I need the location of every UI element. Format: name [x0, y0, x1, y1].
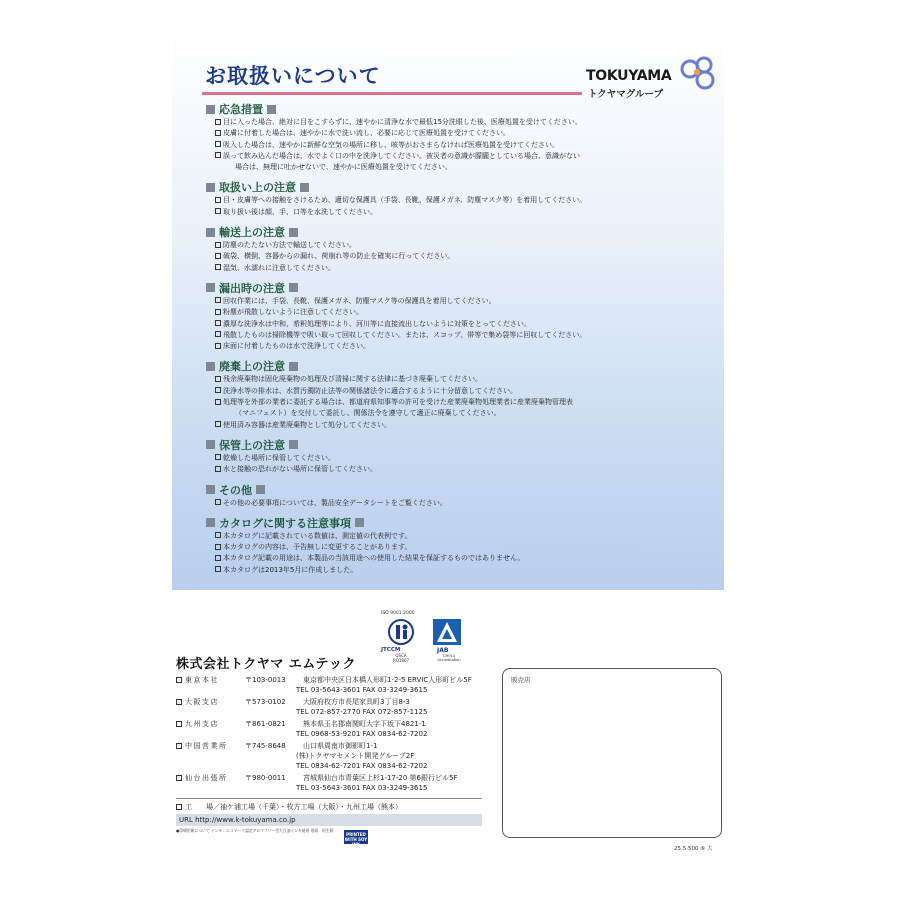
- checkbox-bullet-icon: [215, 566, 221, 572]
- list-item-text: その他の必要事項については、製品安全データシートをご覧ください。: [223, 498, 447, 507]
- checkbox-bullet-icon: [215, 253, 221, 259]
- notes-section: [206, 359, 716, 430]
- section-heading: [206, 102, 716, 116]
- list-item-text: 目に入った場合、絶対に目をこすらずに、速やかに清浄な水で最低15分洗眼した後、医療処置を受けてください。: [223, 118, 582, 126]
- square-bullet-icon: [267, 105, 276, 114]
- logo-name-jp: トクヤマグループ: [588, 89, 664, 100]
- office-tel: TEL 0834-62-7201 FAX 0834-62-7202: [296, 762, 428, 770]
- office-name: 九州支店: [185, 720, 219, 728]
- catalog-back-page: [172, 36, 724, 864]
- checkbox-bullet-icon: [215, 343, 221, 349]
- jab-sub: CM014 Accreditation: [437, 654, 461, 662]
- square-bullet-icon: [206, 440, 215, 449]
- section-heading: [206, 359, 716, 373]
- section-items: [215, 117, 716, 173]
- section-items: [215, 374, 716, 430]
- notes-sections: [206, 102, 716, 583]
- jtccm-mark-icon: [387, 619, 415, 645]
- office-address: 宮城県仙台市青葉区上杉1-17-20 第6銀行ビル5F: [303, 774, 458, 782]
- checkbox-bullet-icon: [215, 421, 221, 427]
- square-bullet-icon: [355, 518, 364, 527]
- distributor-label: 販売店: [511, 676, 531, 684]
- section-items: [215, 195, 716, 218]
- checkbox-bullet-icon: [176, 699, 182, 705]
- list-item: [215, 251, 716, 262]
- list-item-text: 防塵のたたない方法で輸送してください。: [223, 241, 356, 250]
- section-heading-text: 保管上の注意: [219, 438, 285, 452]
- square-bullet-icon: [206, 105, 215, 114]
- list-item-text: 洗浄水等の排水は、水質汚濁防止法等の関係諸法令に適合するように十分留意してください。: [223, 386, 517, 395]
- list-item-text: 乾燥した場所に保管してください。: [223, 453, 335, 462]
- checkbox-bullet-icon: [215, 376, 221, 382]
- section-items: [215, 531, 716, 576]
- jab-label: JAB: [437, 647, 449, 654]
- office-entry: [176, 741, 482, 771]
- list-item-text: 残余廃棄物は固化廃棄物の処理及び清掃に関する法律に基づき廃棄してください。: [223, 375, 482, 384]
- jtccm-label: JTCCM: [381, 647, 401, 653]
- iso-label: ISO 9001:2000: [381, 611, 415, 616]
- square-bullet-icon: [300, 183, 309, 192]
- print-code: 25.5.500 ⑥ 大: [674, 846, 713, 852]
- list-item-text: 目・皮膚等への接触をさけるため、適切な保護具（手袋、長靴、保護メガネ、防塵マスク等）を着用してください。: [223, 196, 587, 205]
- list-item: [215, 151, 716, 162]
- section-heading: [206, 483, 716, 497]
- notes-section: [206, 102, 716, 173]
- section-heading-text: 取扱い上の注意: [219, 181, 296, 195]
- square-bullet-icon: [289, 228, 298, 237]
- list-item-text: 皮膚に付着した場合は、速やかに水で洗い流し、必要に応じて医療処置を受けてください。: [223, 129, 510, 138]
- factory-line: [176, 802, 402, 812]
- url-text[interactable]: URL http://www.k-tokuyama.co.jp: [179, 816, 296, 824]
- list-item-text: 本カタログに記載されている数値は、測定値の代表例です。: [223, 531, 412, 540]
- office-address: 山口県周南市御影町1-1: [303, 742, 378, 750]
- section-heading: [206, 281, 716, 295]
- title-underline: [202, 92, 582, 95]
- list-item-text: 使用済み容器は産業廃棄物として処分してください。: [223, 420, 391, 429]
- checkbox-bullet-icon: [215, 141, 221, 147]
- section-items: [215, 498, 716, 509]
- list-item: [215, 341, 716, 352]
- square-bullet-icon: [206, 518, 215, 527]
- page-title: お取扱いについて: [205, 64, 381, 88]
- list-item: [215, 330, 716, 341]
- office-tel: TEL 0968-53-9201 FAX 0834-62-7202: [296, 730, 428, 738]
- checkbox-bullet-icon: [215, 197, 221, 203]
- certification-marks: [377, 611, 487, 671]
- square-bullet-icon: [289, 283, 298, 292]
- factory-label: 工 場: [185, 803, 213, 811]
- office-entry: [176, 697, 482, 717]
- section-items: [215, 240, 716, 274]
- list-item: [215, 319, 716, 330]
- office-entry: [176, 675, 482, 695]
- notes-section: [206, 225, 716, 274]
- checkbox-bullet-icon: [176, 677, 182, 683]
- office-entry: [176, 773, 482, 793]
- office-name: 大阪支店: [185, 698, 219, 706]
- divider: [176, 798, 482, 799]
- checkbox-bullet-icon: [176, 721, 182, 727]
- section-items: [215, 453, 716, 476]
- square-bullet-icon: [206, 362, 215, 371]
- checkbox-bullet-icon: [215, 555, 221, 561]
- list-item: [215, 307, 716, 318]
- list-item-text: 床面に付着したものは水で洗浄してください。: [223, 342, 370, 351]
- list-item-text: 本カタログ記載の用途は、本製品の当該用途への使用した結果を保証するものではありません。: [223, 554, 525, 563]
- checkbox-bullet-icon: [215, 309, 221, 315]
- list-item-text: 本カタログは2013年5月に作成しました。: [223, 565, 358, 574]
- square-bullet-icon: [256, 485, 265, 494]
- soy-ink-mark: PRINTED WITH SOY INK: [344, 832, 368, 847]
- tokuyama-ring-icon: [678, 56, 718, 92]
- section-heading-text: 輸送上の注意: [219, 226, 285, 240]
- office-address: 東京都中央区日本橋人形町1-2-5 ERVIC人形町ビル5F: [303, 676, 472, 684]
- section-heading: [206, 225, 716, 239]
- office-zip: 〒861-0821: [245, 720, 286, 728]
- list-item-text: 吸入した場合は、速やかに新鮮な空気の場所に移し、咳等がおさまらなければ医療処置を受けてください。: [223, 140, 559, 149]
- office-zip: 〒745-8648: [245, 742, 286, 750]
- print-footnote: ●印刷用紙について インキ：エコマーク認定アロマフリー型大豆油インキ使用 用紙：再生紙: [176, 828, 334, 833]
- checkbox-bullet-icon: [215, 331, 221, 337]
- square-bullet-icon: [206, 228, 215, 237]
- section-heading-text: 応急措置: [219, 103, 263, 116]
- office-zip: 〒980-0011: [245, 774, 286, 782]
- list-item: [215, 195, 716, 206]
- list-item: [215, 464, 716, 475]
- office-name: 仙台出張所: [185, 774, 228, 782]
- office-tel: TEL 03-5643-3601 FAX 03-3249-3615: [296, 686, 428, 694]
- square-bullet-icon: [206, 283, 215, 292]
- square-bullet-icon: [289, 440, 298, 449]
- notes-section: [206, 438, 716, 476]
- notes-section: [206, 281, 716, 352]
- list-item-text: 粉塵が飛散しないように注意してください。: [223, 308, 363, 317]
- section-heading-text: 漏出時の注意: [219, 281, 285, 295]
- list-item: [215, 296, 716, 307]
- checkbox-bullet-icon: [176, 775, 182, 781]
- checkbox-bullet-icon: [215, 466, 221, 472]
- logo-name-en: TOKUYAMA: [586, 68, 672, 84]
- list-item-text: 濃厚な洗浄水は中和、希釈処理等により、河川等に直接流出しないように対策をとってください。: [223, 319, 531, 328]
- office-list: [176, 675, 482, 795]
- jtccm-sub1: QSCA: [395, 653, 407, 658]
- office-address2: (株)トクヤマセメント開発グループ2F: [296, 752, 415, 760]
- list-item: [215, 498, 716, 509]
- jab-mark-icon: [433, 619, 461, 645]
- office-entry: [176, 719, 482, 739]
- office-line: [176, 697, 482, 707]
- checkbox-bullet-icon: [215, 264, 221, 270]
- list-item-text: 本カタログの内容は、予告無しに変更することがあります。: [223, 543, 412, 552]
- checkbox-bullet-icon: [215, 399, 221, 405]
- list-item-text: 取り扱い後は顔、手、口等を水洗してください。: [223, 207, 377, 216]
- list-item: [215, 565, 716, 576]
- square-bullet-icon: [206, 183, 215, 192]
- section-heading: [206, 180, 716, 194]
- notes-section: [206, 516, 716, 576]
- office-name: 東京本社: [185, 676, 219, 684]
- list-item: [215, 408, 716, 419]
- office-tel: TEL 03-5643-3601 FAX 03-3249-3615: [296, 784, 428, 792]
- office-tel: TEL 072-857-2770 FAX 072-857-1125: [296, 708, 428, 716]
- list-item-text: 湿気、水濡れに注意してください。: [223, 263, 335, 272]
- office-zip: 〒573-0102: [245, 698, 286, 706]
- handling-notes-panel: [172, 36, 724, 590]
- list-item: [215, 140, 716, 151]
- checkbox-bullet-icon: [215, 152, 221, 158]
- office-line: [176, 773, 482, 783]
- list-item: [215, 117, 716, 128]
- checkbox-bullet-icon: [215, 454, 221, 460]
- list-item: [215, 542, 716, 553]
- section-heading: [206, 438, 716, 452]
- list-item: [215, 397, 716, 408]
- office-address: 熊本県玉名郡南関町大字下坂下4821-1: [303, 720, 426, 728]
- list-item: [215, 374, 716, 385]
- list-item-text: 場合は、無理に吐かせないで、速やかに医療処置を受けてください。: [235, 163, 452, 172]
- checkbox-bullet-icon: [215, 532, 221, 538]
- list-item: [215, 263, 716, 274]
- checkbox-bullet-icon: [215, 130, 221, 136]
- list-item: [215, 531, 716, 542]
- list-item-text: （マニフェスト）を交付して委託し、関係法令を遵守して適正に廃棄してください。: [235, 409, 501, 418]
- notes-section: [206, 483, 716, 509]
- section-heading: [206, 516, 716, 530]
- jtccm-sub2: RQ1867: [392, 657, 410, 663]
- section-heading-text: カタログに関する注意事項: [219, 516, 351, 530]
- section-heading-text: 廃棄上の注意: [219, 360, 285, 374]
- factory-checkbox-icon: [176, 804, 182, 810]
- list-item: [215, 420, 716, 431]
- section-items: [215, 296, 716, 352]
- list-item: [215, 128, 716, 139]
- checkbox-bullet-icon: [215, 387, 221, 393]
- tokuyama-group-logo: [586, 56, 716, 100]
- checkbox-bullet-icon: [215, 297, 221, 303]
- section-heading-text: その他: [219, 483, 252, 497]
- checkbox-bullet-icon: [215, 242, 221, 248]
- checkbox-bullet-icon: [215, 320, 221, 326]
- list-item: [215, 453, 716, 464]
- list-item: [215, 553, 716, 564]
- list-item-text: 水と接触の恐れがない場所に保管してください。: [223, 465, 377, 474]
- list-item: [215, 162, 716, 173]
- checkbox-bullet-icon: [215, 119, 221, 125]
- list-item: [215, 207, 716, 218]
- list-item-text: 飛散したものは掃除機等で吸い取って回収してください。または、スコップ、帯等で集め袋等に回収してください。: [223, 330, 587, 339]
- list-item-text: 誤って飲み込んだ場合は、水でよく口の中を洗浄してください。被災者の意識が朦朧としている場合、意識がない: [223, 151, 580, 160]
- distributor-box: [502, 668, 722, 838]
- list-item: [215, 240, 716, 251]
- office-line: [176, 719, 482, 729]
- square-bullet-icon: [289, 362, 298, 371]
- jtccm-sub: [386, 654, 416, 663]
- notes-section: [206, 180, 716, 218]
- checkbox-bullet-icon: [215, 208, 221, 214]
- company-name: 株式会社トクヤマ エムテック: [176, 657, 357, 672]
- url-bar[interactable]: [176, 814, 482, 826]
- list-item: [215, 386, 716, 397]
- office-zip: 〒103-0013: [245, 676, 286, 684]
- list-item-text: 破袋、横倒、容器からの漏れ、荷崩れ等の防止を確実に行ってください。: [223, 252, 455, 261]
- checkbox-bullet-icon: [215, 499, 221, 505]
- list-item-text: 回収作業には、手袋、長靴、保護メガネ、防塵マスク等の保護具を着用してください。: [223, 296, 496, 305]
- office-address: 大阪府枚方市長尾家具町3丁目8-3: [303, 698, 410, 706]
- square-bullet-icon: [206, 485, 215, 494]
- office-line: [176, 675, 482, 685]
- factory-text: ／袖ケ浦工場（千葉）・枚方工場（大阪）・九州工場（熊本）: [213, 803, 402, 811]
- list-item-text: 処理等を外部の業者に委託する場合は、都道府県知事等の許可を受けた産業廃棄物処理業者に産業廃棄物管理表: [223, 398, 573, 407]
- office-line: [176, 741, 482, 751]
- checkbox-bullet-icon: [176, 743, 182, 749]
- office-name: 中国営業所: [185, 742, 228, 750]
- checkbox-bullet-icon: [215, 544, 221, 550]
